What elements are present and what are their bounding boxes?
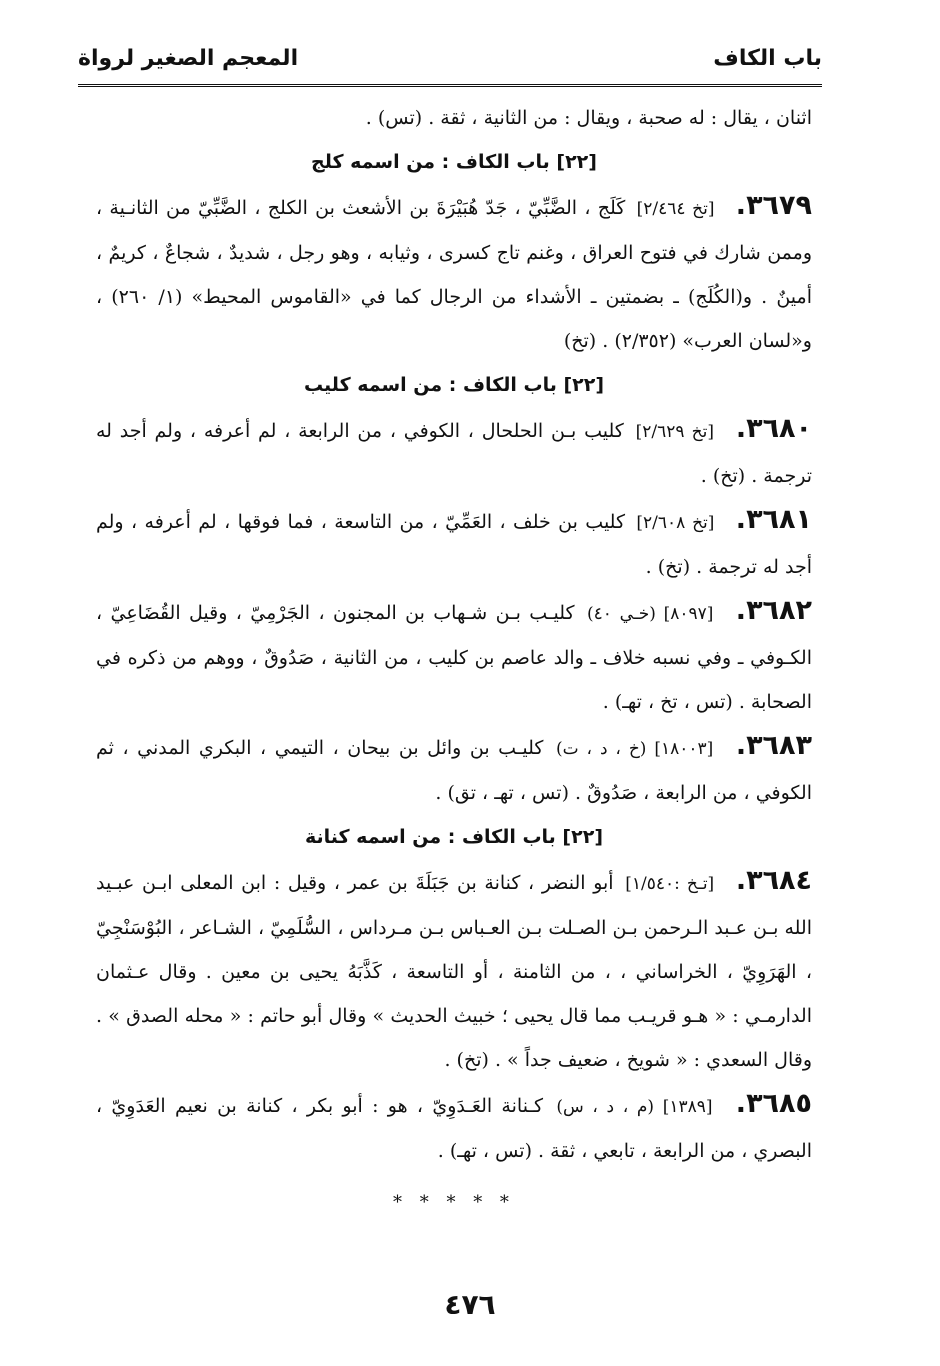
entry-number: ٣٦٨٠. [735, 413, 813, 444]
entry-number: ٣٦٨١. [735, 504, 812, 535]
entry-text: كـنانة العَـدَوِيّ ، هو : أبو بكر ، كنانة بن نعيم العَدَوِيّ ، البصري ، من الرابعة ، تابعي ، ثقة . (تس ، تهـ) . [96, 1095, 812, 1162]
entry-reference: [تخ ٢/٦٠٨] [636, 513, 715, 533]
entry-reference: [١٣٨٩] (م ، د ، س) [556, 1097, 713, 1117]
section-heading-kinana: [٢٢] باب الكاف : من اسمه كنانة [304, 826, 604, 848]
continuation-paragraph: اثنان ، يقال : له صحبة ، ويقال : من الثانية ، ثقة . (تس) . [365, 107, 812, 129]
entry-3682 [96, 589, 812, 724]
entry-number: ٣٦٨٢. [735, 595, 812, 626]
entry-reference: [تخ ٢/٦٢٩] [635, 422, 715, 442]
entry-text: كليـب بـن شـهاب بن المجنون ، الجَرْمِيّ ، وقيل القُضَاعِيّ ، الكـوفي ـ وفي نسبه خلاف ـ والد عاصم بن كليب ، من الثانية ، صَدُوقٌ ، ووهم من ذكره في الصحابة . (تس ، تخ ، تهـ) . [96, 602, 812, 713]
entry-text: كَلَج ، الضَّبِّيّ ، جَدّ هُبَيْرَةَ بن الأشعث بن الكلج ، الضَّبِّيّ من الثانـية ، وممن شارك في فتوح العراق ، وغنم تاج كسرى ، وثيابه ، وهو رجل ، شديدٌ ، شجاعٌ ، كريمٌ ، أمينٌ . و(الكُلَج) ـ بضمتين ـ الأشداء من الرجال كما في «القاموس المحيط» (١/ ٢٦٠) ، و«لسان العرب» (٢/٣٥٢) . (تخ) [96, 197, 812, 352]
entry-3680 [96, 407, 812, 498]
book-title: المعجم الصغير لرواة [78, 46, 299, 71]
entry-3679 [96, 184, 812, 363]
entry-3685 [96, 1082, 812, 1173]
chapter-title: باب الكاف [713, 46, 822, 71]
entry-number: ٣٦٧٩. [735, 190, 812, 221]
entry-number: ٣٦٨٤. [735, 865, 813, 896]
entry-text: كليب بـن الحلحال ، الكوفي ، من الرابعة ، لم أعرفه ، ولم أجد له ترجمة . (تخ) . [96, 420, 812, 487]
entry-3681 [96, 498, 812, 589]
entry-reference: [١٨٠٠٣] (خ ، د ، ت) [556, 739, 714, 759]
entry-text: كليب بن خلف ، العَمِّيّ ، من التاسعة ، فما فوقها ، لم أعرفه ، ولم أجد له ترجمة . (تخ) . [96, 511, 812, 578]
entry-number: ٣٦٨٣. [735, 730, 812, 761]
entry-3684 [96, 859, 812, 1082]
entry-text: كليـب بن وائل بن بيحان ، التيمي ، البكري المدني ، ثم الكوفي ، من الرابعة ، صَدُوقٌ . (تس ، تهـ ، تق) . [96, 737, 812, 804]
section-heading-kalaj: [٢٢] باب الكاف : من اسمه كلج [311, 151, 597, 173]
page-body [96, 96, 812, 1225]
section-end-stars: * * * * * [393, 1192, 515, 1213]
header-divider [78, 84, 822, 87]
entry-reference: [تخ ٢/٤٦٤] [636, 199, 715, 219]
entry-reference: [٨٠٩٧] (خـي ٤٠) [586, 604, 714, 624]
entry-reference: [تـخ :١/٥٤٠] [625, 874, 715, 894]
entry-number: ٣٦٨٥. [735, 1088, 812, 1119]
running-header [78, 34, 822, 84]
page-number: ٤٧٦ [444, 1288, 496, 1321]
entry-3683 [96, 724, 812, 815]
entry-text: أبو النضر ، كنانة بن جَبَلَةَ بن عمر ، وقيل : ابن المعلى ابـن عبـيد الله بـن عـبد الـرحمن بـن الصـلت بـن العـباس بـن مـرداس ، السُّلَمِيّ ، الشـاعر ، البُوْسَنْجِيّ ، الهَرَوِيّ ، الخراساني ، ، من الثامنة ، أو التاسعة ، كَذَّبَهُ يحيى بن معين . وقال عـثمان الدارمـي : « هـو قريـب مما قال يحيى ؛ خبيث الحديث » وقال أبو حاتم : « محله الصدق » . وقال السعدي : « شويخ ، ضعيف جداً » . (تخ) . [96, 872, 812, 1071]
section-heading-kulaib: [٢٢] باب الكاف : من اسمه كليب [303, 374, 605, 396]
